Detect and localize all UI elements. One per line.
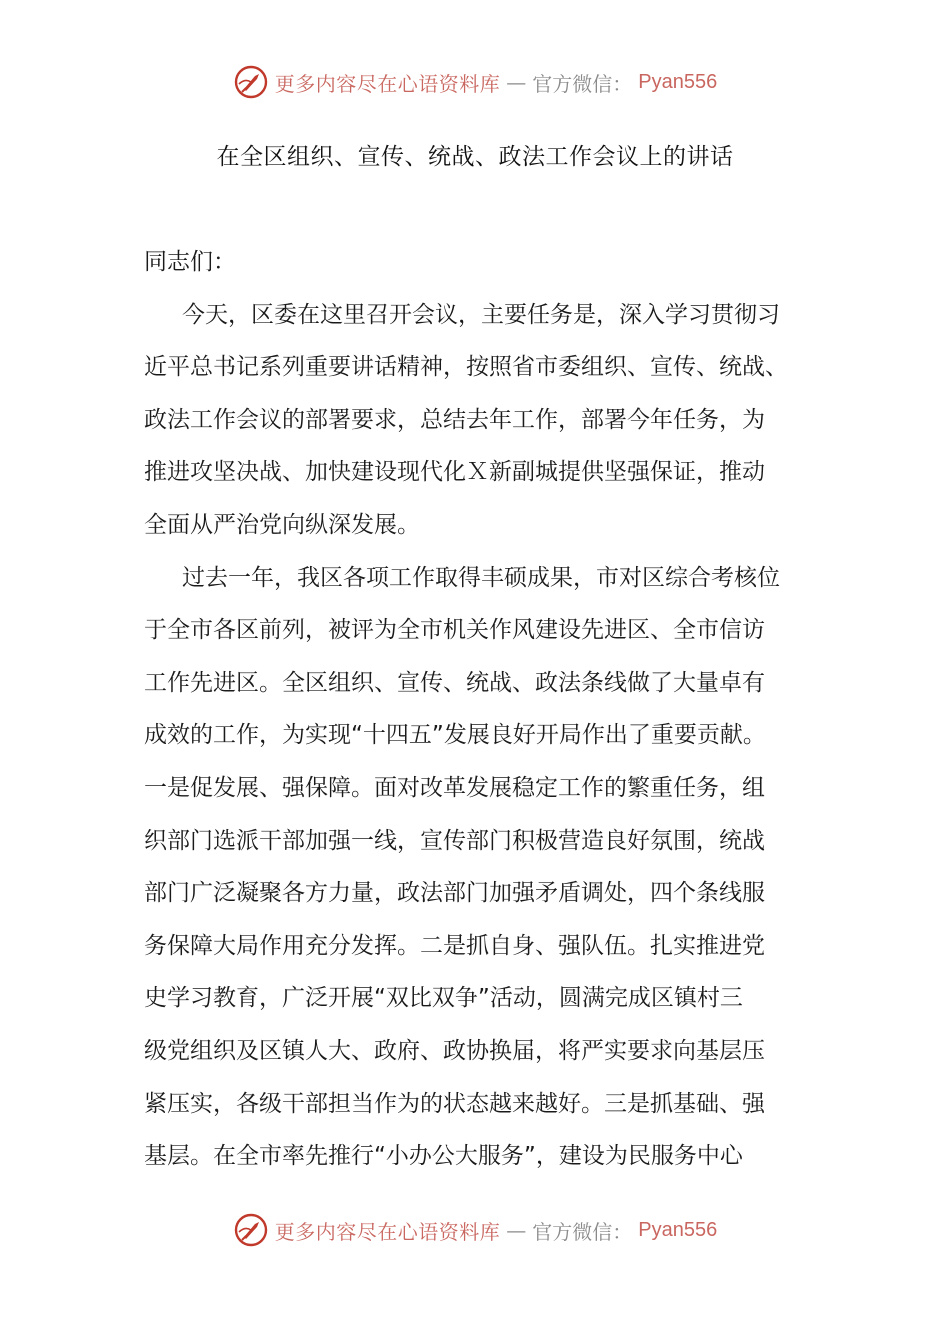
paragraph-line: 紧压实，各级干部担当作为的状态越来越好。三是抓基础、强	[144, 1090, 765, 1117]
salutation: 同志们：	[144, 249, 236, 275]
document-title: 在全区组织、宣传、统战、政法工作会议上的讲话	[216, 144, 734, 170]
banner-wechat-label: 官方微信：	[532, 1219, 633, 1244]
paragraph-line: 成效的工作，为实现“十四五”发展良好开局作出了重要贡献。	[144, 722, 766, 749]
quill-seal-icon	[233, 1212, 269, 1248]
paragraph-line: 近平总书记系列重要讲话精神，按照省市委组织、宣传、统战、	[144, 354, 788, 381]
paragraph-line: 一是促发展、强保障。面对改革发展稳定工作的繁重任务，组	[144, 774, 765, 801]
paragraph-line: 全面从严治党向纵深发展。	[144, 511, 420, 538]
paragraph-line: 基层。在全市率先推行“小办公大服务”，建设为民服务中心	[144, 1143, 743, 1170]
paragraph-line: 于全市各区前列，被评为全市机关作风建设先进区、全市信访	[144, 617, 765, 644]
paragraph-line: 史学习教育，广泛开展“双比双争”活动，圆满完成区镇村三	[144, 985, 743, 1012]
paragraph-line: 织部门选派干部加强一线，宣传部门积极营造良好氛围，统战	[144, 827, 765, 854]
paragraph-line: 过去一年，我区各项工作取得丰硕成果，市对区综合考核位	[182, 564, 780, 591]
paragraph-line: 今天，区委在这里召开会议，主要任务是，深入学习贯彻习	[182, 301, 780, 328]
banner-wechat-id: Pyan556	[638, 1218, 718, 1241]
paragraph-line: 政法工作会议的部署要求，总结去年工作，部署今年任务，为	[144, 406, 765, 433]
banner-wechat-label: 官方微信：	[532, 71, 633, 96]
document-body	[144, 236, 824, 1183]
banner-main-text: 更多内容尽在心语资料库	[274, 71, 501, 96]
banner-separator: —	[506, 70, 527, 94]
banner-main-text: 更多内容尽在心语资料库	[274, 1219, 501, 1244]
footer-banner	[0, 1210, 950, 1250]
banner-separator: —	[506, 1218, 527, 1242]
banner-wechat-id: Pyan556	[638, 70, 718, 93]
paragraph-line: 部门广泛凝聚各方力量，政法部门加强矛盾调处，四个条线服	[144, 880, 765, 907]
paragraph-line: 级党组织及区镇人大、政府、政协换届，将严实要求向基层压	[144, 1037, 765, 1064]
header-banner	[0, 62, 950, 102]
paragraph-line: 工作先进区。全区组织、宣传、统战、政法条线做了大量卓有	[144, 669, 765, 696]
paragraph-line: 务保障大局作用充分发挥。二是抓自身、强队伍。扎实推进党	[144, 932, 765, 959]
paragraph-line: 推进攻坚决战、加快建设现代化Ｘ新副城提供坚强保证，推动	[144, 459, 765, 486]
quill-seal-icon	[233, 64, 269, 100]
